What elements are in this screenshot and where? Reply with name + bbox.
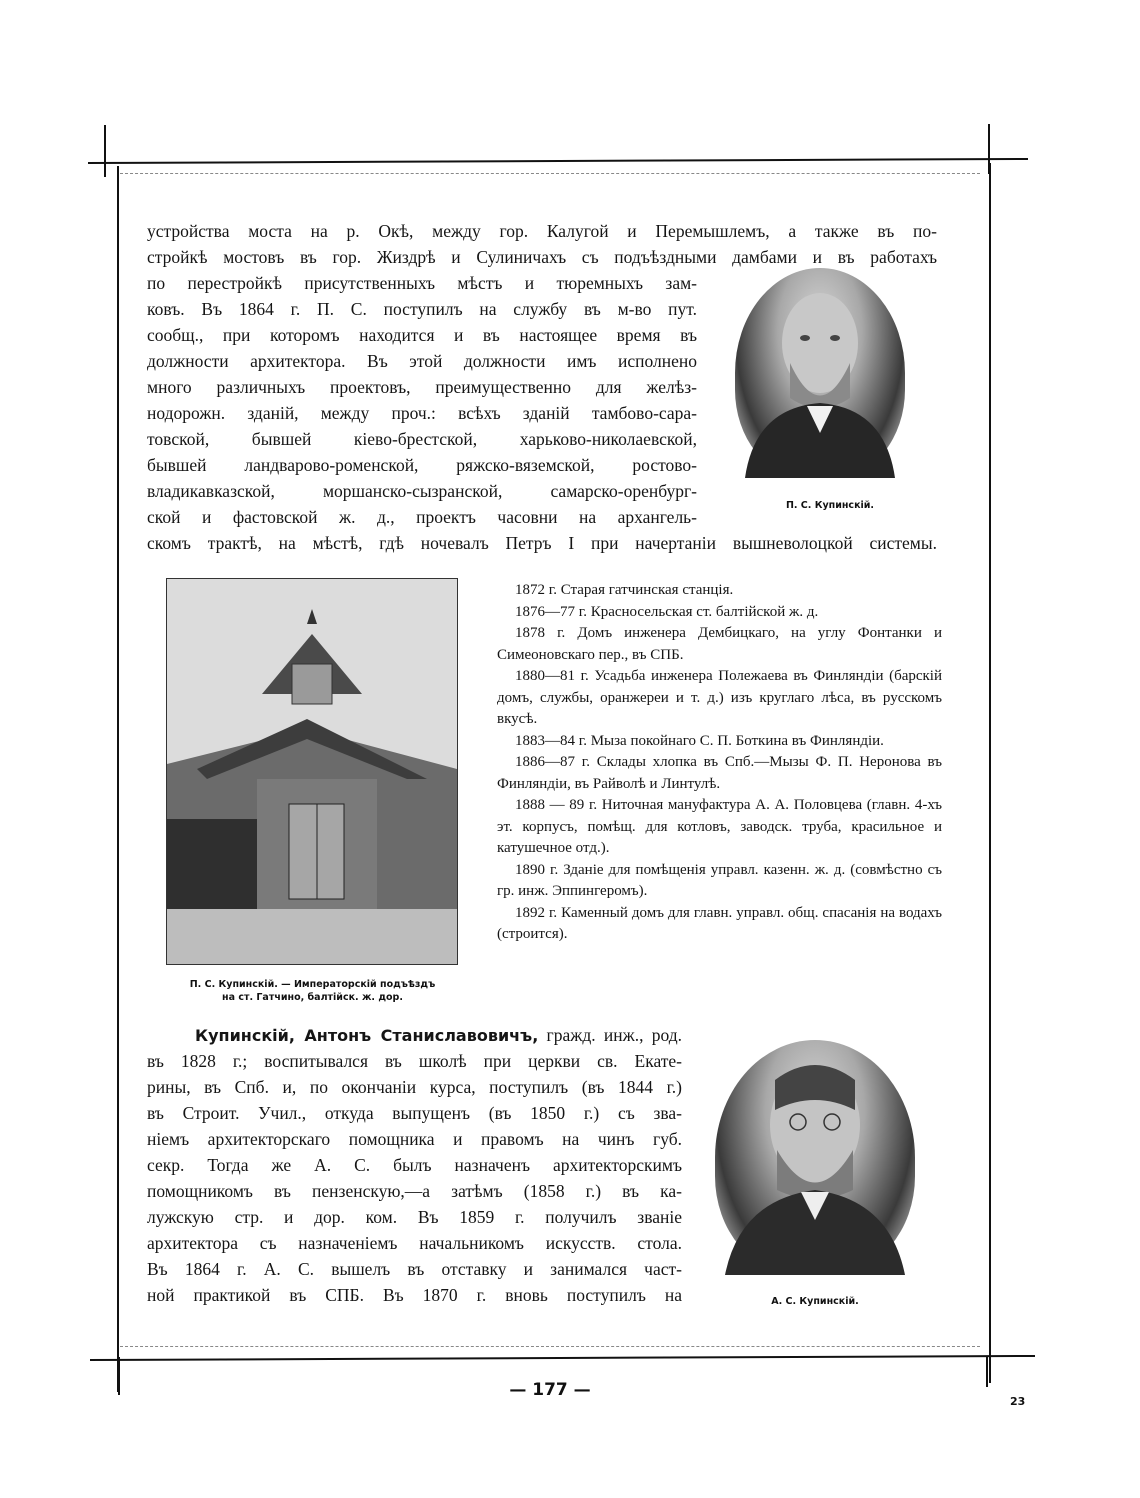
works-list-item: 1878 г. Домъ инженера Дембицкаго, на углу Фонтанки и Симеоновскаго пер., въ СПБ.	[497, 625, 942, 663]
portrait-p-s-kupinsky	[735, 268, 905, 478]
text-line: стройкѣ мостовъ въ гор. Жиздрѣ и Сулиничахъ съ подъѣздными дамбами и въ работахъ	[147, 247, 937, 267]
works-list-item: 1872 г. Старая гатчинская станція.	[515, 582, 734, 598]
frame-top-dashed	[120, 173, 980, 174]
bio-first-line	[147, 1022, 682, 1048]
text-top-fullwidth	[147, 218, 937, 270]
photo-imperial-pavilion-gatchina	[166, 578, 458, 965]
bio-first-line-rest: гражд. инж., род.	[538, 1025, 682, 1045]
text-line: устройства моста на р. Окѣ, между гор. Калугой и Перемышлемъ, а также въ по-	[147, 221, 937, 241]
crop-mark-left-top	[104, 125, 106, 177]
text-line: ной практикой въ СПБ. Въ 1870 г. вновь поступилъ на	[147, 1285, 682, 1305]
works-list-item: 1883—84 г. Мыза покойнаго С. П. Боткина въ Финляндіи.	[515, 732, 884, 749]
text-line: лужскую стр. и дор. ком. Въ 1859 г. получилъ званіе	[147, 1207, 682, 1227]
portrait-illustration-icon	[715, 1040, 915, 1275]
works-list-item: 1890 г. Зданіе для помѣщенія управл. казенн. ж. д. (совмѣстно съ гр. инж. Эппингеромъ).	[497, 861, 942, 899]
frame-bottom-rule	[90, 1355, 1035, 1361]
photo-caption-line1: П. С. Купинскій. — Императорскій подъѣздъ	[189, 979, 436, 990]
text-line: въ Строит. Учил., откуда выпущенъ (въ 1850 г.) съ зва-	[147, 1103, 682, 1123]
works-list-item: 1886—87 г. Склады хлопка въ Спб.—Мызы Ф. П. Неронова въ Финляндіи, въ Райволѣ и Линтулѣ.	[497, 754, 942, 792]
building-illustration-icon	[167, 579, 457, 964]
frame-left-border	[117, 166, 119, 1392]
photo-caption	[150, 978, 475, 1004]
text-line: по перестройкѣ присутственныхъ мѣстъ и тюремныхъ зам-	[147, 273, 697, 293]
text-line: товской, бывшей кіево-брестской, харьково-николаевской,	[147, 429, 697, 449]
text-line: много различныхъ проектовъ, преимущественно для желѣз-	[147, 377, 697, 397]
bio-entry-a-s-kupinsky	[147, 1022, 682, 1308]
frame-top-rule	[88, 158, 1028, 164]
page-number: — 177 —	[509, 1380, 591, 1400]
photo-caption-line2: на ст. Гатчино, балтійск. ж. дор.	[222, 992, 403, 1003]
text-line: ковъ. Въ 1864 г. П. С. поступилъ на службу въ м-во пут.	[147, 299, 697, 319]
text-top-wrapped	[147, 270, 697, 530]
works-list-item: 1876—77 г. Красносельская ст. балтійской ж. д.	[515, 603, 819, 620]
sheet-signature: 23	[1010, 1395, 1026, 1408]
text-line: архитектора съ назначеніемъ начальникомъ искусств. стола.	[147, 1233, 682, 1253]
text-line: должности архитектора. Въ этой должности имъ исполнено	[147, 351, 697, 371]
text-line: владикавказской, моршанско-сызранской, самарско-оренбург-	[147, 481, 697, 501]
works-list	[497, 580, 942, 946]
frame-right-border	[989, 163, 991, 1383]
text-line: секр. Тогда же А. С. былъ назначенъ архитекторскимъ	[147, 1155, 682, 1175]
text-line: ніемъ архитекторскаго помощника и правомъ на чинъ губ.	[147, 1129, 682, 1149]
frame-bottom-dashed	[120, 1346, 980, 1347]
crop-mark-right-bottom	[986, 1357, 988, 1387]
text-line: бывшей ландварово-роменской, ряжско-вяземской, ростово-	[147, 455, 697, 475]
works-list-item: 1888 — 89 г. Ниточная мануфактура А. А. Половцева (главн. 4-хъ эт. корпусъ, помѣщ. для котловъ, заводск. труба, красильное и катушечное отд.).	[497, 797, 942, 856]
text-line: рины, въ Спб. и, по окончаніи курса, поступилъ (въ 1844 г.)	[147, 1077, 682, 1097]
text-top-closing	[147, 530, 937, 556]
works-list-item: 1880—81 г. Усадьба инженера Полежаева въ Финляндіи (барскій домъ, службы, оранжереи и т. д.) изъ круглаго лѣса, въ русскомъ вкусѣ.	[497, 668, 942, 727]
portrait-illustration-icon	[735, 268, 905, 478]
text-line: помощникомъ въ пензенскую,—а затѣмъ (1858 г.) въ ка-	[147, 1181, 682, 1201]
text-line: скомъ трактѣ, на мѣстѣ, гдѣ ночевалъ Петръ I при начертаніи вышневолоцкой системы.	[147, 533, 937, 553]
text-line: Въ 1864 г. А. С. вышелъ въ отставку и занимался част-	[147, 1259, 682, 1279]
text-line: сообщ., при которомъ находится и въ настоящее время въ	[147, 325, 697, 345]
text-line: ской и фастовской ж. д., проектъ часовни на архангель-	[147, 507, 697, 527]
portrait-caption: А. С. Купинскій.	[771, 1296, 859, 1307]
works-list-item: 1892 г. Каменный домъ для главн. управл. общ. спасанія на водахъ (строится).	[497, 904, 942, 942]
crop-mark-left-bottom	[118, 1357, 120, 1395]
portrait-caption: П. С. Купинскій.	[785, 500, 875, 511]
text-line: нодорожн. зданій, между проч.: всѣхъ зданій тамбово-сара-	[147, 403, 697, 423]
entry-headword: Купинскій, Антонъ Станиславовичъ,	[195, 1026, 539, 1045]
text-line: въ 1828 г.; воспитывался въ школѣ при церкви св. Екате-	[147, 1051, 682, 1071]
portrait-a-s-kupinsky	[715, 1040, 915, 1275]
